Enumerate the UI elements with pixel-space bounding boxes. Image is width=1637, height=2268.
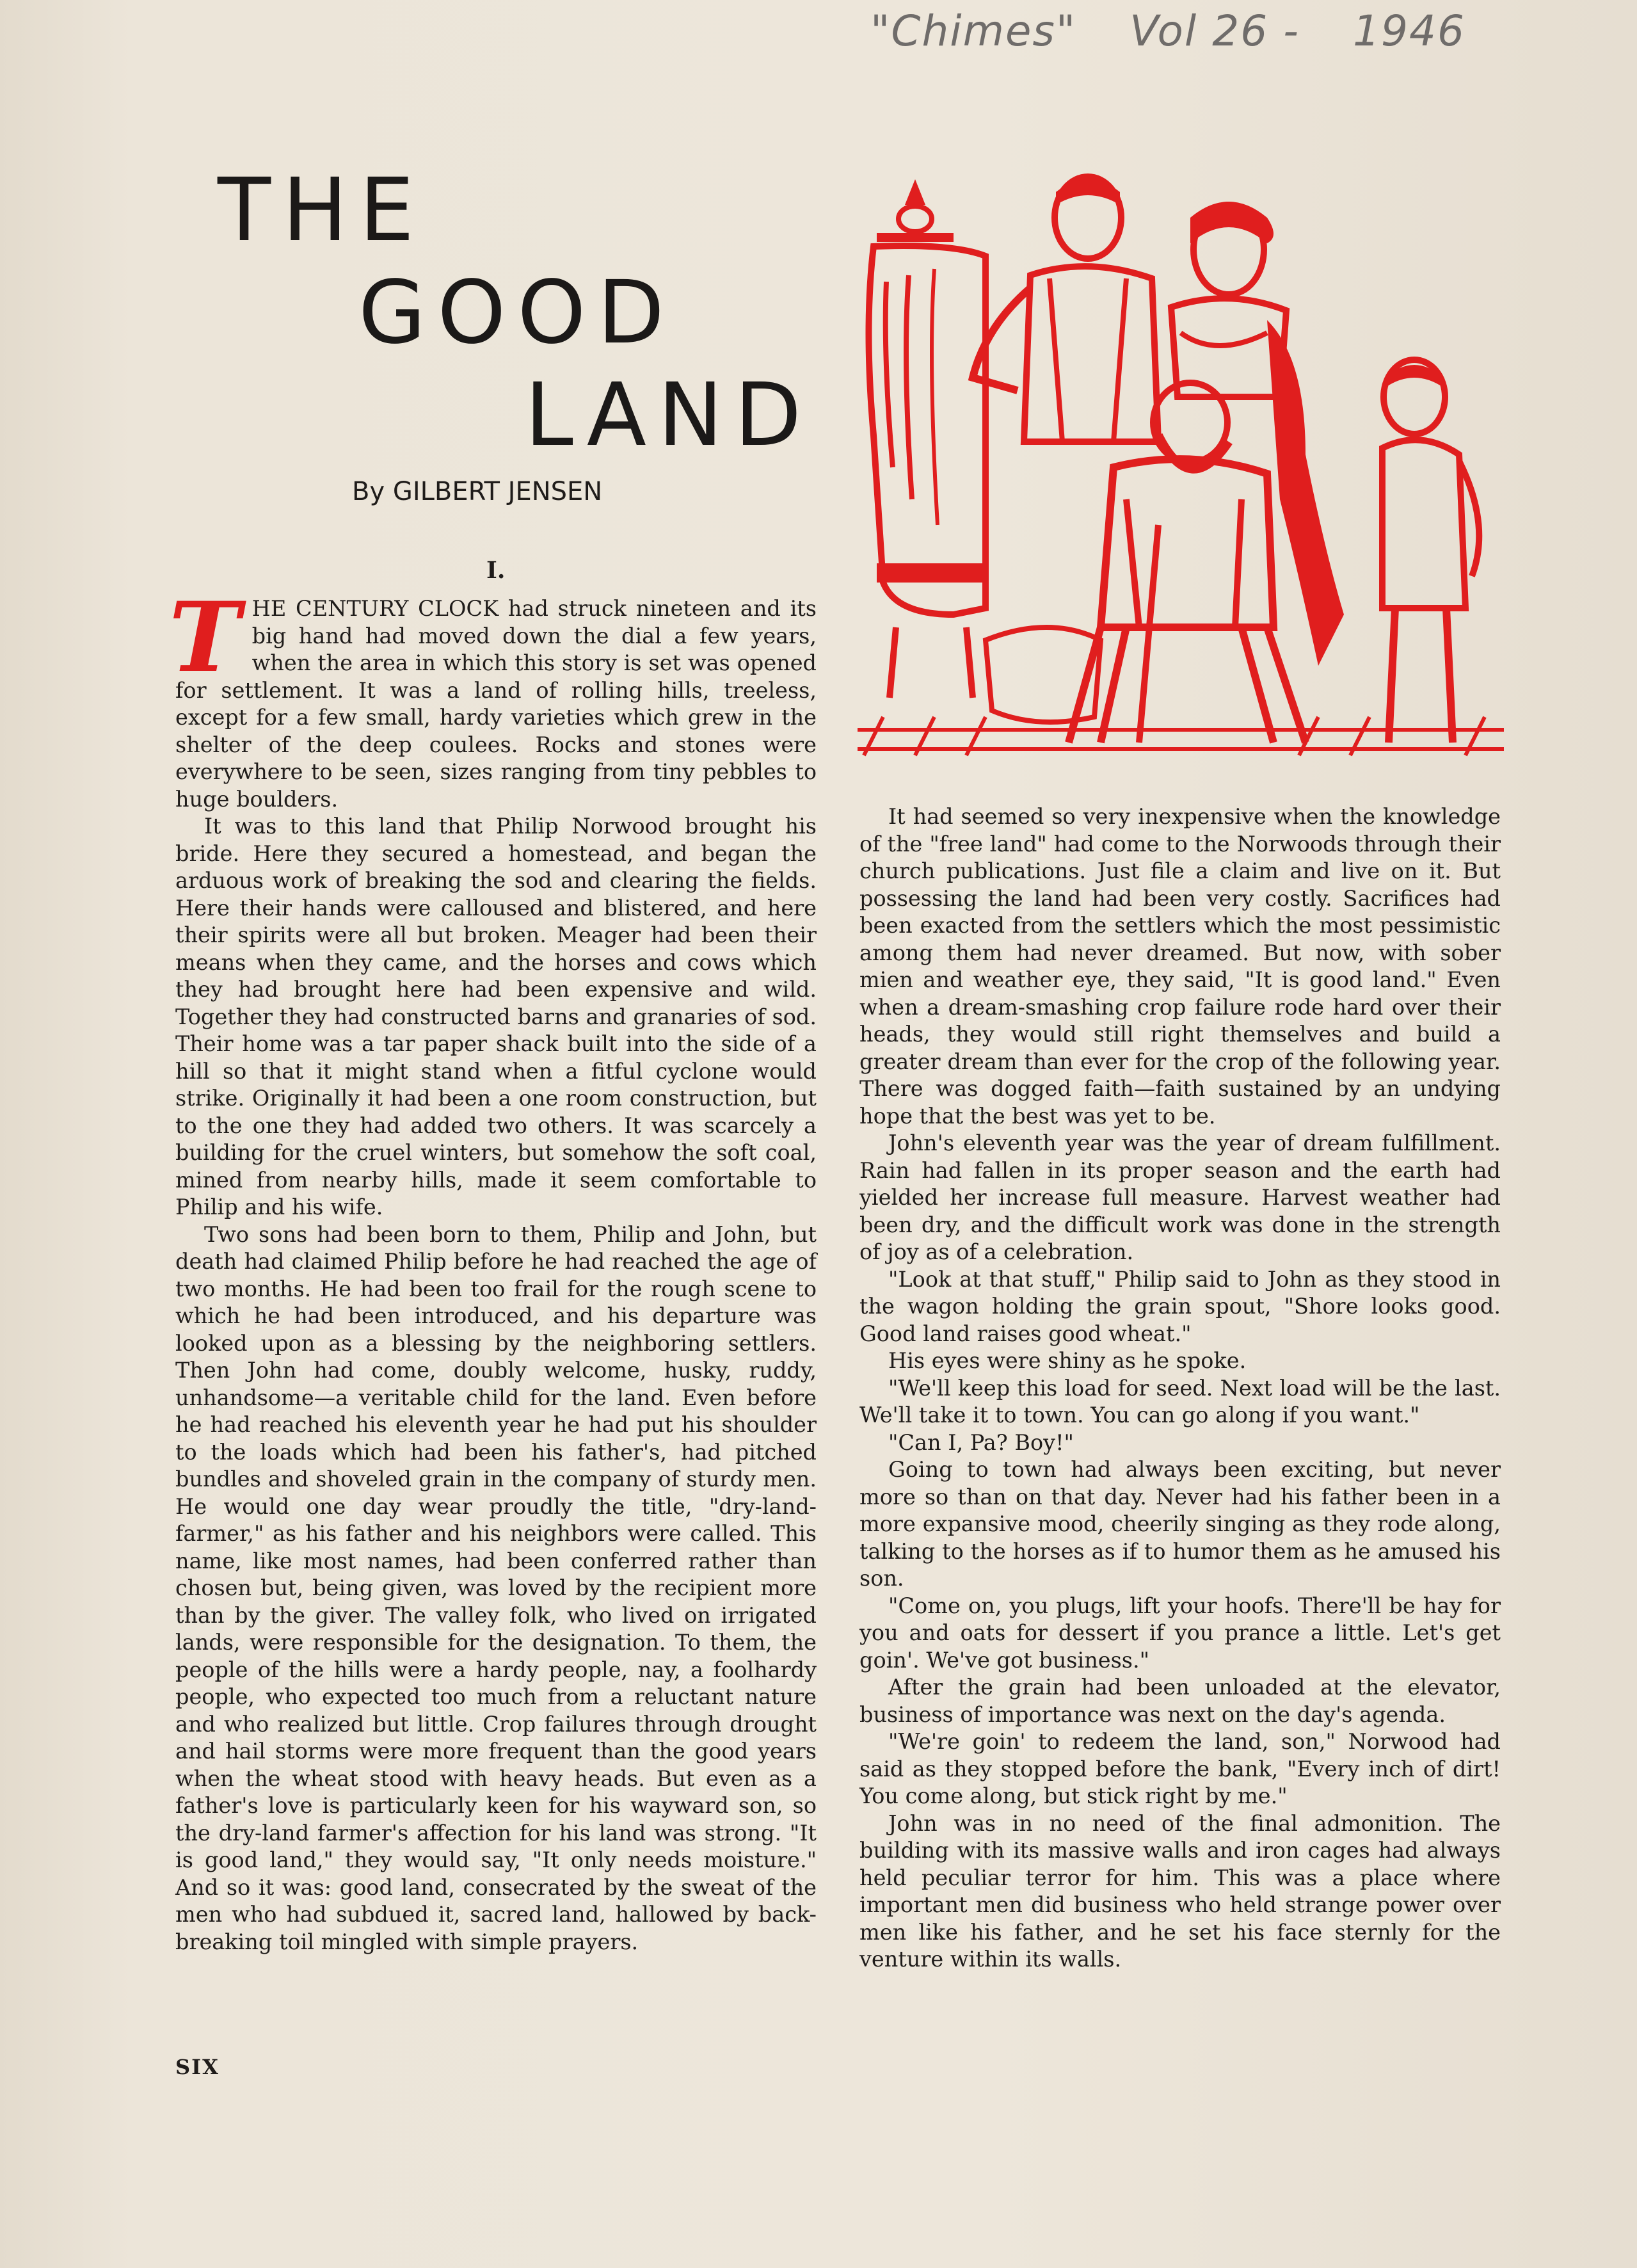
boy-torso — [1382, 440, 1465, 608]
article-title — [0, 0, 832, 474]
opening-paragraph — [169, 581, 817, 813]
drop-cap: T — [169, 581, 241, 694]
paragraph: John's eleventh year was the year of dream fulfillment. Rain had fallen in its proper season and the earth had yielded her increase full measure. Harvest weather had been dry, and the difficult work was done in the strength of joy as of a celebration. — [859, 1130, 1501, 1264]
paragraph: "Come on, you plugs, lift your hoofs. There'll be hay for you and oats for dessert if you prance a little. Let's get goin'. We've got business." — [859, 1593, 1501, 1673]
byline: By GILBERT JENSEN — [352, 477, 603, 506]
paragraph: It was to this land that Philip Norwood brought his bride. Here they secured a homestead, and began the arduous work of breaking the sod and clearing the fields. Here their hands were calloused and blistered, and here their spirits were all but broken. Meager had been their means when they came, and the horses and cows which they had brought here had been expensive and wild. Together they had constructed barns and granaries of sod. Their home was a tar paper shack built into the side of a hill so that it might stand when a fitful cyclone would strike. Originally it had been a one room construction, but to the one they had added two others. It was scarcely a building for the cruel winters, but somehow the soft coal, mined from nearby hills, made it seem comfortable to Philip and his wife. — [175, 814, 817, 1219]
right-column — [859, 803, 1501, 1974]
title-line-1: THE — [218, 160, 426, 261]
title-line-2: GOOD — [358, 262, 676, 364]
paragraph: "We'll keep this load for seed. Next load will be the last. We'll take it to town. You can go along if you want." — [859, 1375, 1501, 1428]
paragraph: "We're goin' to redeem the land, son," Norwood had said as they stopped before the bank, "Every inch of dirt! You come along, but stick right by me." — [859, 1729, 1501, 1808]
paragraph: John was in no need of the final admonition. The building with its massive walls and iron cages had always held peculiar terror for him. This was a place where important men did business who held strange power over men like his father, and he set his face sternly for the venture within its walls. — [859, 1810, 1501, 1972]
stove-finial — [905, 179, 925, 205]
handwritten-note — [870, 6, 1510, 64]
paragraph: Two sons had been born to them, Philip and John, but death had claimed Philip before he had reached the age of two months. He had been too frail for the rough scene to which he had been introduced, and his departure was looked upon as a blessing by the neighboring settlers. Then John had come, doubly welcome, husky, ruddy, unhandsome—a veritable child for the land. Even before he had reached his eleventh year he had put his shoulder to the loads which had been his father's, had pitched bundles and shoveled grain in the company of sturdy men. He would one day wear proudly the title, "dry-land-farmer," as his father and his neighbors were called. This name, like most names, had been conferred rather than chosen but, being given, was loved by the recipient more than by the giver. The valley folk, who lived on irrigated lands, were responsible for the designation. To them, the people of the hills were a hardy people, nay, a foolhardy people, who expected too much from a reluctant nature and who realized but little. Crop failures through drought and hail storms were more frequent than the good years when the wheat stood with heavy heads. But even as a father's love is particularly keen for his wayward son, so the dry-land farmer's affection for his land was strong. "It is good land," they would say, "It only needs moisture." And so it was: good land, consecrated by the sweat of the men who had subdued it, sacred land, hallowed by back-breaking toil mingled with simple prayers. — [175, 1221, 817, 1954]
left-column — [169, 581, 817, 1956]
handwritten-year: 1946 — [1352, 6, 1465, 56]
opening-caps: HE CENTURY CLOCK — [252, 596, 499, 621]
cane — [1139, 525, 1158, 743]
section-number: I. — [486, 557, 506, 584]
paragraph-text: had struck nineteen and its big hand had moved down the dial a few years, when the area in which this story is set was opened for settlement. It was a land of rolling hills, treeless, except for a few small, hardy varieties which grew in the shelter of the deep coulees. Rocks and stones were everywhere to be seen, sizes ranging from tiny pebbles to huge boulders. — [175, 596, 817, 812]
paragraph: It had seemed so very inexpensive when the knowledge of the "free land" had come to the Norwoods through their church publications. Just file a claim and live on it. But possessing the land had been very costly. Sacrifices had been exacted from the settlers which the most pessimistic among them had never dreamed. But now, with sober mien and weather eye, they said, "It is good land." Even when a dream-smashing crop failure rode hard over their heads, they would still right themselves and build a greater dream than ever for the crop of the following year. There was dogged faith—faith sustained by an undying hope that the best was yet to be. — [859, 804, 1501, 1129]
title-line-3: LAND — [525, 365, 813, 466]
man-torso — [1024, 266, 1158, 442]
family-illustration — [858, 166, 1504, 768]
paragraph: After the grain had been unloaded at the elevator, business of importance was next on the day's agenda. — [859, 1675, 1501, 1727]
paragraph: "Can I, Pa? Boy!" — [888, 1429, 1074, 1455]
paragraph: Going to town had always been exciting, but never more so than on that day. Never had his father been in a more expansive mood, cheerily singing as they rode along, talking to the horses as if to humor them as he amused his son. — [859, 1457, 1501, 1591]
page-folio: SIX — [175, 2055, 220, 2079]
paragraph: "Look at that stuff," Philip said to John as they stood in the wagon holding the grain spout, "Shore looks good. Good land raises good wheat." — [859, 1266, 1501, 1346]
paragraph: His eyes were shiny as he spoke. — [888, 1348, 1247, 1373]
handwritten-volume: Vol 26 - — [1130, 6, 1300, 56]
seated-man-body — [1101, 459, 1274, 627]
handwritten-publication: "Chimes" — [870, 6, 1077, 56]
